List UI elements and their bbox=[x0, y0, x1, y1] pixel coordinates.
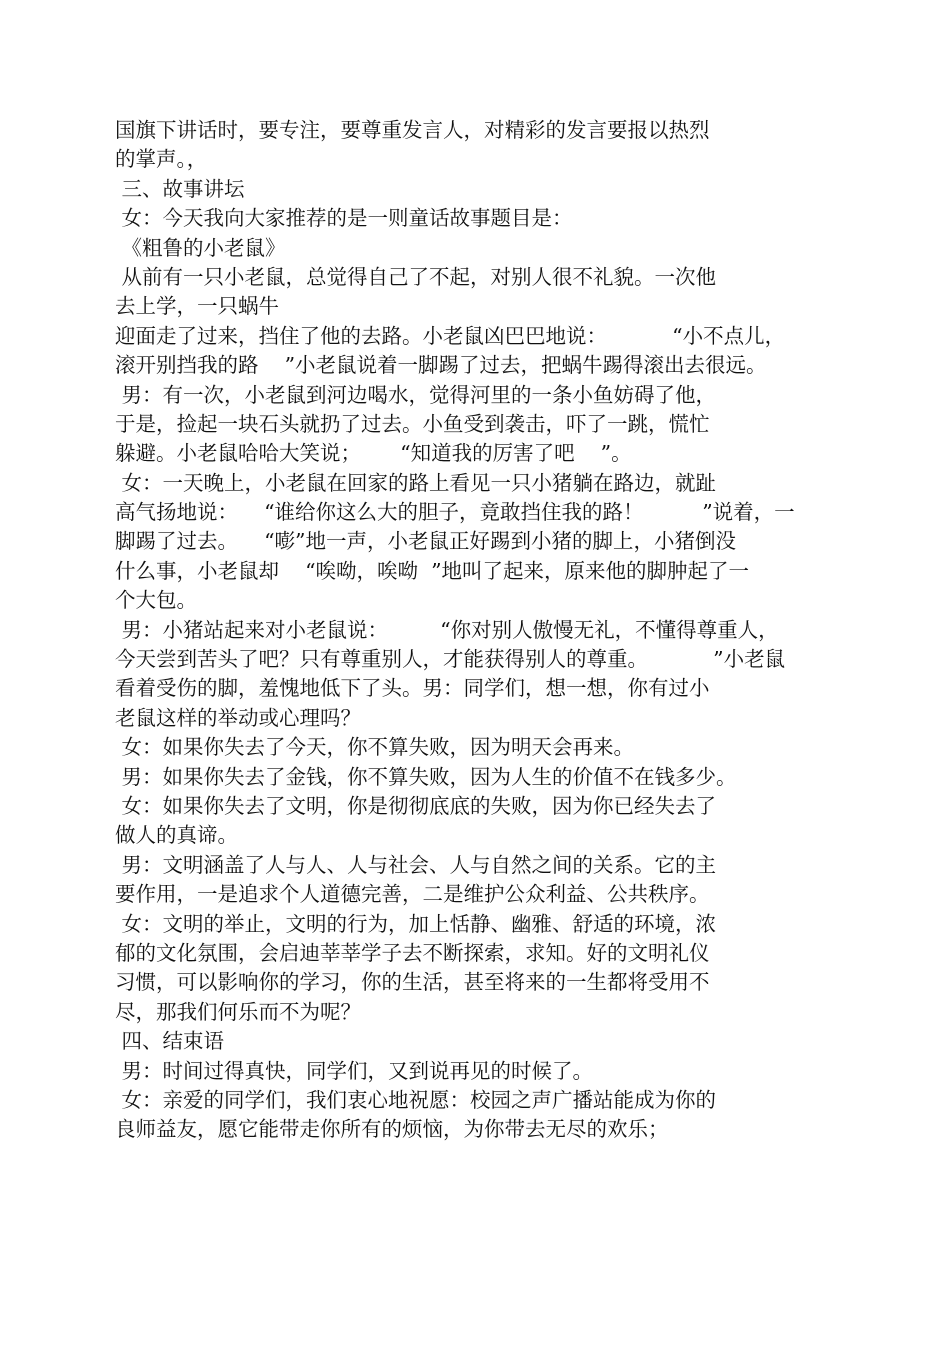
text-line: 今天尝到苦头了吧？只有尊重别人，才能获得别人的尊重。 ”小老鼠 bbox=[115, 647, 786, 672]
text-line: 男：时间过得真快，同学们，又到说再见的时候了。 bbox=[115, 1058, 594, 1083]
text-line: 尽，那我们何乐而不为呢？ bbox=[115, 999, 361, 1024]
text-line: 看着受伤的脚，羞愧地低下了头。男：同学们，想一想，你有过小 bbox=[115, 676, 710, 701]
text-line: 女：如果你失去了文明，你是彻彻底底的失败，因为你已经失去了 bbox=[115, 793, 717, 818]
text-line: 什么事，小老鼠却 “唉呦，唉呦 ”地叫了起来，原来他的脚肿起了一 bbox=[115, 558, 750, 583]
text-line: 女：文明的举止，文明的行为，加上恬静、幽雅、舒适的环境，浓 bbox=[115, 911, 717, 936]
text-line: 女：一天晚上，小老鼠在回家的路上看见一只小猪躺在路边，就趾 bbox=[115, 470, 717, 495]
text-line: 迎面走了过来，挡住了他的去路。小老鼠凶巴巴地说： “小不点儿， bbox=[115, 323, 786, 348]
text-line: 女：亲爱的同学们，我们衷心地祝愿：校园之声广播站能成为你的 bbox=[115, 1087, 717, 1112]
section-heading: 四、结束语 bbox=[115, 1029, 225, 1054]
text-line: 做人的真谛。 bbox=[115, 823, 238, 848]
text-line: 良师益友，愿它能带走你所有的烦恼，为你带去无尽的欢乐； bbox=[115, 1117, 669, 1142]
text-line: 女：如果你失去了今天，你不算失败，因为明天会再来。 bbox=[115, 735, 635, 760]
text-line: 男：如果你失去了金钱，你不算失败，因为人生的价值不在钱多少。 bbox=[115, 764, 737, 789]
text-line: 滚开别挡我的路 ”小老鼠说着一脚踢了过去，把蜗牛踢得滚出去很远。 bbox=[115, 353, 767, 378]
text-line: 习惯，可以影响你的学习，你的生活，甚至将来的一生都将受用不 bbox=[115, 970, 710, 995]
text-line: 脚踢了过去。 “嘭”地一声，小老鼠正好踢到小猪的脚上，小猪倒没 bbox=[115, 529, 737, 554]
text-line: 从前有一只小老鼠，总觉得自己了不起，对别人很不礼貌。一次他 bbox=[115, 264, 717, 289]
text-line: 个大包。 bbox=[115, 588, 197, 613]
text-line: 女：今天我向大家推荐的是一则童话故事题目是： bbox=[115, 206, 573, 231]
text-line: 要作用，一是追求个人道德完善，二是维护公众利益、公共秩序。 bbox=[115, 882, 710, 907]
text-line: 的掌声。， bbox=[115, 147, 208, 172]
document-body bbox=[115, 116, 835, 1145]
text-line: 男：小猪站起来对小老鼠说： “你对别人傲慢无礼，不懂得尊重人， bbox=[115, 617, 779, 642]
text-line: 高气扬地说： “谁给你这么大的胆子，竟敢挡住我的路！ ”说着，一 bbox=[115, 500, 795, 525]
text-line: 躲避。小老鼠哈哈大笑说； “知道我的厉害了吧 ”。 bbox=[115, 441, 632, 466]
text-line: 去上学，一只蜗牛 bbox=[115, 294, 279, 319]
text-line: 男：文明涵盖了人与人、人与社会、人与自然之间的关系。它的主 bbox=[115, 852, 717, 877]
story-title: 《粗鲁的小老鼠》 bbox=[115, 235, 286, 260]
text-line: 男：有一次，小老鼠到河边喝水，觉得河里的一条小鱼妨碍了他， bbox=[115, 382, 717, 407]
section-heading: 三、故事讲坛 bbox=[115, 176, 245, 201]
text-line: 老鼠这样的举动或心理吗？ bbox=[115, 705, 361, 730]
text-line: 国旗下讲话时，要专注，要尊重发言人，对精彩的发言要报以热烈 bbox=[115, 118, 710, 142]
text-line: 于是，捡起一块石头就扔了过去。小鱼受到袭击，吓了一跳，慌忙 bbox=[115, 411, 710, 436]
text-line: 郁的文化氛围，会启迪莘莘学子去不断探索，求知。好的文明礼仪 bbox=[115, 940, 710, 965]
